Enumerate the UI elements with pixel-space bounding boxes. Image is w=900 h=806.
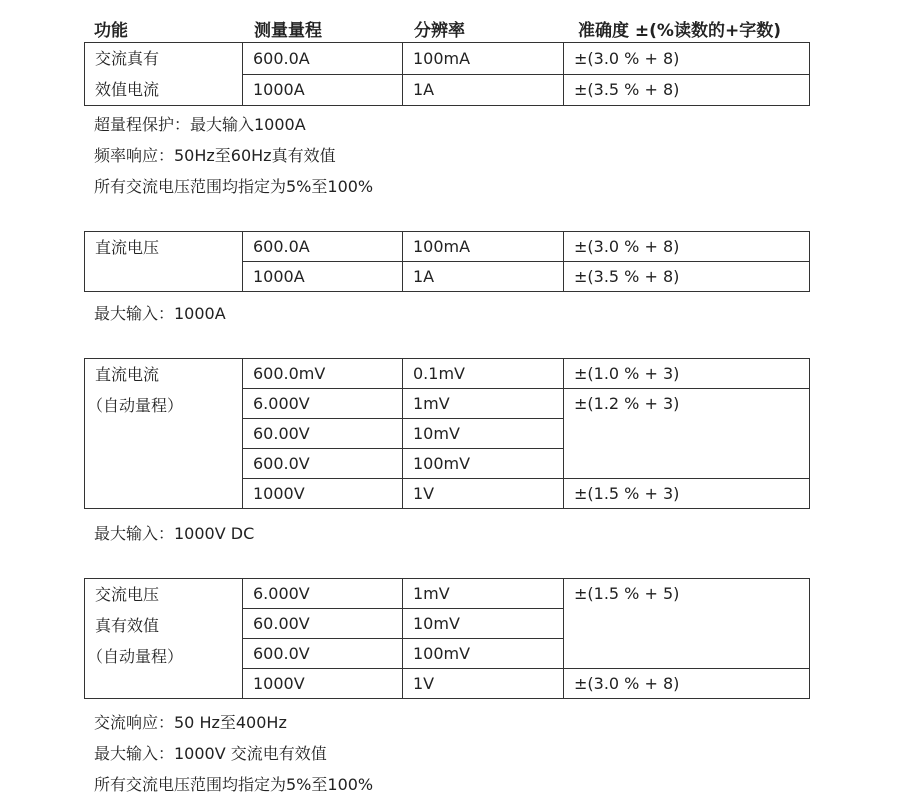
range-cell: 60.00V [243, 609, 403, 639]
function-label: 直流电压 [95, 238, 160, 257]
resolution-cell: 10mV [403, 609, 564, 639]
range-cell: 600.0A [243, 43, 403, 75]
range-cell: 600.0V [243, 449, 403, 479]
spec-note: 所有交流电压范围均指定为5%至100% [94, 775, 374, 794]
range-cell: 60.00V [243, 419, 403, 449]
resolution-cell: 1mV [403, 389, 564, 419]
function-cell [85, 43, 243, 106]
range-cell: 1000V [243, 669, 403, 699]
accuracy-cell: ±(3.0 % + 8) [564, 43, 810, 75]
resolution-cell: 0.1mV [403, 359, 564, 389]
accuracy-cell: ±(3.0 % + 8) [564, 232, 810, 262]
spec-table-dc-current [84, 358, 810, 509]
resolution-cell: 100mV [403, 449, 564, 479]
accuracy-cell: ±(1.5 % + 5) [564, 579, 810, 669]
function-label: 真有效值 [95, 616, 160, 635]
table-row [85, 579, 810, 609]
spec-note: 所有交流电压范围均指定为5%至100% [94, 177, 374, 196]
function-label: 交流电压 [95, 585, 160, 604]
table-row [85, 232, 810, 262]
accuracy-cell: ±(3.0 % + 8) [564, 669, 810, 699]
function-cell [85, 359, 243, 509]
range-cell: 600.0A [243, 232, 403, 262]
range-cell: 6.000V [243, 389, 403, 419]
spec-table-ac-current [84, 42, 810, 106]
range-cell: 600.0V [243, 639, 403, 669]
spec-table-dc-voltage [84, 231, 810, 292]
range-cell: 1000V [243, 479, 403, 509]
spec-note: 最大输入：1000V 交流电有效值 [94, 744, 327, 763]
function-label: 交流真有 [95, 49, 160, 68]
resolution-cell: 10mV [403, 419, 564, 449]
header-accuracy: 准确度 ±(%读数的+字数) [578, 21, 781, 41]
range-cell: 1000A [243, 74, 403, 106]
resolution-cell: 100mV [403, 639, 564, 669]
accuracy-cell: ±(3.5 % + 8) [564, 74, 810, 106]
header-function: 功能 [94, 21, 128, 41]
accuracy-cell: ±(1.0 % + 3) [564, 359, 810, 389]
accuracy-cell: ±(1.2 % + 3) [564, 389, 810, 479]
range-cell: 600.0mV [243, 359, 403, 389]
function-label: （自动量程） [87, 647, 184, 666]
resolution-cell: 1V [403, 669, 564, 699]
spec-note: 最大输入：1000A [94, 304, 226, 323]
function-label: （自动量程） [87, 396, 184, 415]
spec-note: 交流响应：50 Hz至400Hz [94, 713, 287, 732]
function-cell [85, 579, 243, 699]
function-cell [85, 232, 243, 292]
function-label: 效值电流 [95, 80, 160, 99]
range-cell: 6.000V [243, 579, 403, 609]
accuracy-cell: ±(1.5 % + 3) [564, 479, 810, 509]
resolution-cell: 1V [403, 479, 564, 509]
table-row [85, 43, 810, 75]
resolution-cell: 100mA [403, 232, 564, 262]
resolution-cell: 100mA [403, 43, 564, 75]
resolution-cell: 1A [403, 262, 564, 292]
range-cell: 1000A [243, 262, 403, 292]
spec-note: 频率响应：50Hz至60Hz真有效值 [94, 146, 336, 165]
header-resolution: 分辨率 [414, 21, 465, 41]
table-row [85, 359, 810, 389]
resolution-cell: 1A [403, 74, 564, 106]
header-range: 测量量程 [254, 21, 322, 41]
spec-note: 超量程保护：最大输入1000A [94, 115, 306, 134]
table-header [0, 14, 900, 40]
resolution-cell: 1mV [403, 579, 564, 609]
accuracy-cell: ±(3.5 % + 8) [564, 262, 810, 292]
spec-note: 最大输入：1000V DC [94, 524, 255, 543]
function-label: 直流电流 [95, 365, 160, 384]
spec-table-ac-voltage [84, 578, 810, 699]
